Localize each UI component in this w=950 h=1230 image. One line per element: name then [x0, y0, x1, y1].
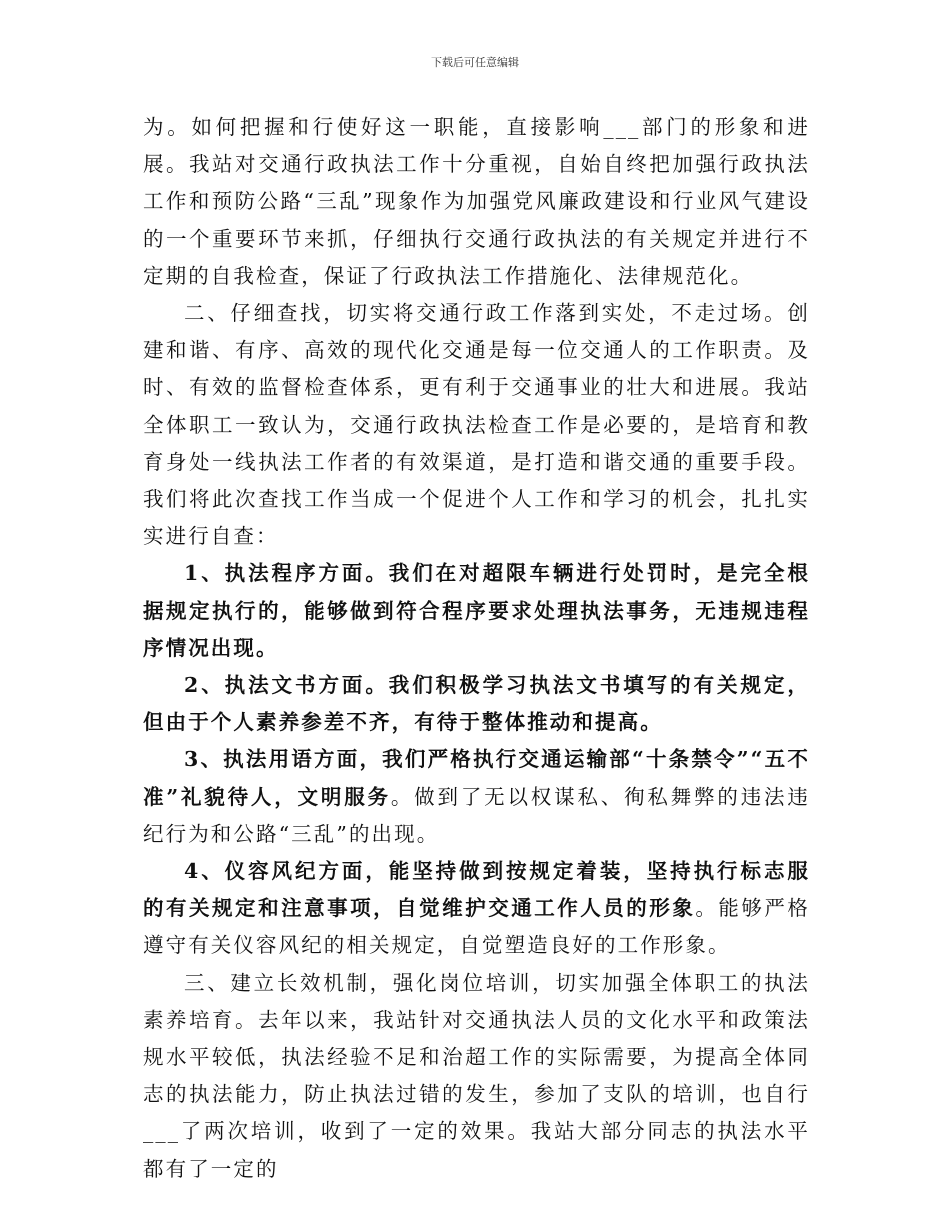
bold-text: 2、执法文书方面。我们积极学习执法文书填写的有关规定，但由于个人素养参差不齐，有待于整体推动和提高。 [143, 673, 810, 735]
paragraph-text: 为。如何把握和行使好这一职能，直接影响___部门的形象和进展。我站对交通行政执法工作十分重视，自始自终把加强行政执法工作和预防公路“三乱”现象作为加强党风廉政建设和行业风气建设的一个重要环节来抓，仔细执行交通行政执法的有关规定并进行不定期的自我检查，保证了行政执法工作措施化、法律规范化。 [143, 115, 810, 288]
paragraph-item-3 [143, 741, 810, 853]
bold-text: 3、执法用语方面，我们严格执行交通运输部“十条禁令”“五不准”礼貌待人，文明服务 [143, 747, 810, 809]
paragraph-text: 二、仔细查找，切实将交通行政工作落到实处，不走过场。创建和谐、有序、高效的现代化交通是每一位交通人的工作职责。及时、有效的监督检查体系，更有利于交通事业的壮大和进展。我站全体职工一致认为，交通行政执法检查工作是必要的，是培育和教育身处一线执法工作者的有效渠道，是打造和谐交通的重要手段。我们将此次查找工作当成一个促进个人工作和学习的机会，扎扎实实进行自查： [143, 301, 810, 549]
paragraph-text: 。做到了无以权谋私、徇私舞弊的违法违纪行为和公路“三乱”的出现。 [143, 784, 810, 846]
paragraph-text: 三、建立长效机制，强化岗位培训，切实加强全体职工的执法素养培育。去年以来，我站针对交通执法人员的文化水平和政策法规水平较低，执法经验不足和治超工作的实际需要，为提高全体同志的执法能力，防止执法过错的发生，参加了支队的培训，也自行___了两次培训，收到了一定的效果。我站大部分同志的执法水平都有了一定的 [143, 970, 810, 1181]
page-header: 下载后可任意编辑 [431, 56, 519, 69]
paragraph-continuation [143, 109, 810, 295]
paragraph-section-two [143, 295, 810, 555]
paragraph-item-1 [143, 555, 810, 667]
paragraph-item-2 [143, 667, 810, 741]
bold-text: 4、仪容风纪方面，能坚持做到按规定着装，坚持执行标志服的有关规定和注意事项，自觉维护交通工作人员的形象 [143, 859, 810, 921]
paragraph-text: 。能够严格遵守有关仪容风纪的相关规定，自觉塑造良好的工作形象。 [143, 896, 810, 958]
document-body [143, 109, 810, 1188]
bold-text: 1、执法程序方面。我们在对超限车辆进行处罚时，是完全根据规定执行的，能够做到符合程序要求处理执法事务，无违规违程序情况出现。 [143, 561, 810, 660]
paragraph-section-three [143, 965, 810, 1188]
paragraph-item-4 [143, 853, 810, 965]
